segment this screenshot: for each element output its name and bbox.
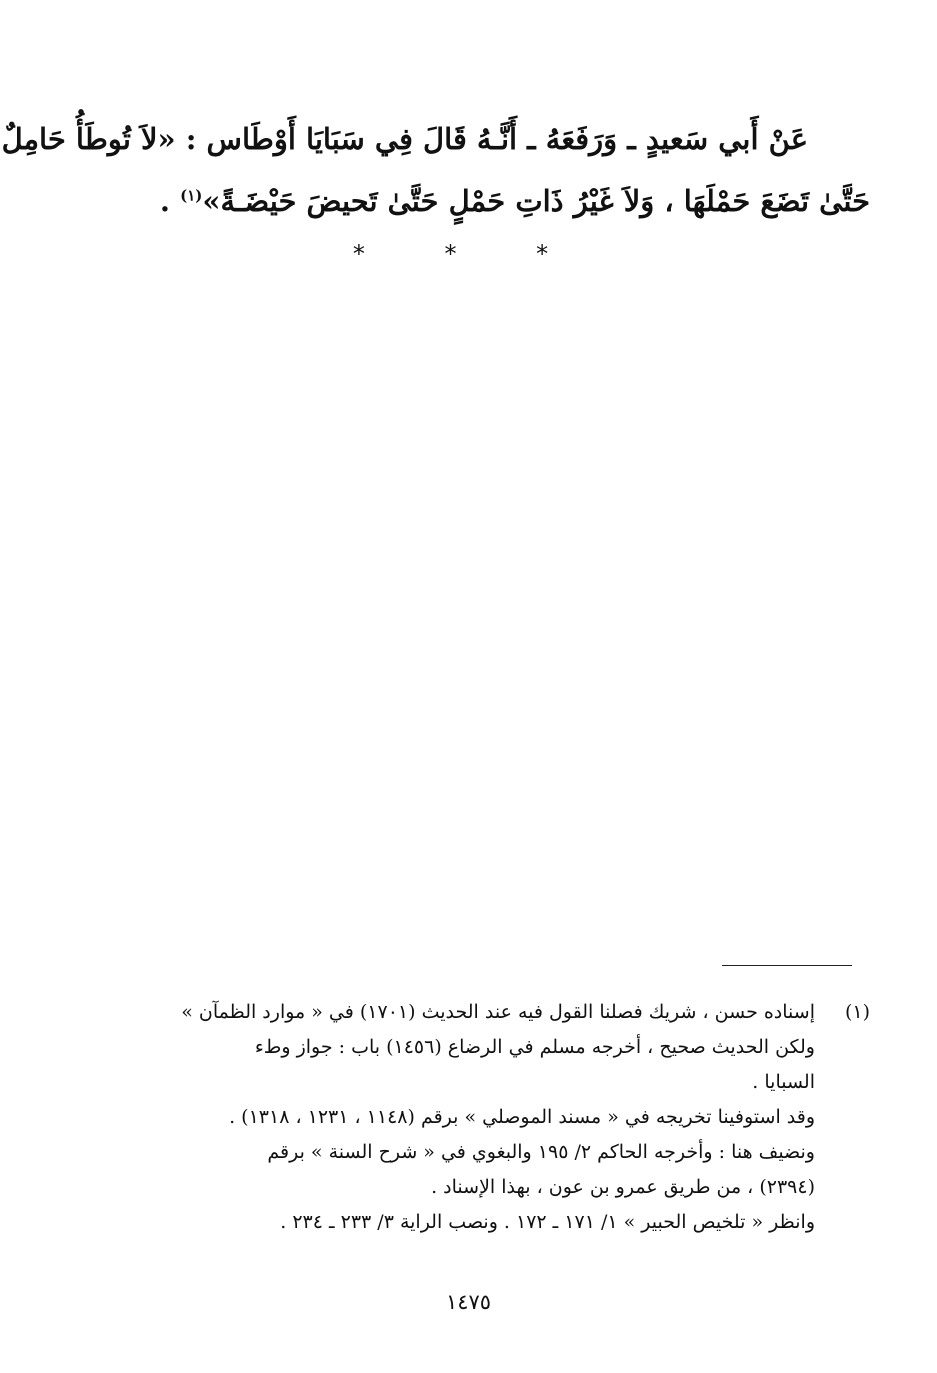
page-number: ١٤٧٥ bbox=[445, 1290, 492, 1314]
footnote bbox=[95, 995, 870, 1240]
footnote-line: وانظر « تلخيص الحبير » ١/ ١٧١ ـ ١٧٢ . ونصب الراية ٣/ ٢٣٣ ـ ٢٣٤ . bbox=[280, 1211, 815, 1233]
footnote-reference: (١) bbox=[180, 186, 203, 205]
footnote-number: (١) bbox=[844, 1001, 870, 1023]
footnote-line: ونضيف هنا : وأخرجه الحاكم ٢/ ١٩٥ والبغوي في « شرح السنة » برقم bbox=[267, 1141, 815, 1163]
footnote-line: السبايا . bbox=[752, 1071, 815, 1093]
footnote-line: وقد استوفينا تخريجه في « مسند الموصلي » برقم (١١٤٨ ، ١٢٣١ ، ١٣١٨) . bbox=[229, 1106, 815, 1128]
footnote-line: (٢٣٩٤) ، من طريق عمرو بن عون ، بهذا الإسناد . bbox=[431, 1176, 815, 1198]
footnote-body bbox=[95, 995, 815, 1240]
footnote-line: ولكن الحديث صحيح ، أخرجه مسلم في الرضاع (١٤٥٦) باب : جواز وطء bbox=[254, 1036, 815, 1058]
hadith-line-2 bbox=[70, 170, 870, 232]
footnote-line: إسناده حسن ، شريك فصلنا القول فيه عند الحديث (١٧٠١) في « موارد الظمآن » bbox=[181, 1001, 815, 1023]
hadith-text bbox=[1, 108, 870, 232]
hadith-line-2-end: . bbox=[159, 184, 181, 218]
hadith-line-2-text: حَتَّىٰ تَضَعَ حَمْلَهَا ، وَلاَ غَيْرُ ذَاتِ حَمْلٍ حَتَّىٰ تَحيضَ حَيْضَـةً» bbox=[202, 184, 870, 218]
section-separator: * * * bbox=[352, 240, 585, 268]
hadith-line-1: عَنْ أَبي سَعيدٍ ـ وَرَفَعَهُ ـ أَنَّـهُ قَالَ فِي سَبَايَا أَوْطَاس : «لاَ تُوطَأُ حَامِلٌ bbox=[1, 122, 808, 156]
footnote-divider bbox=[722, 965, 852, 966]
